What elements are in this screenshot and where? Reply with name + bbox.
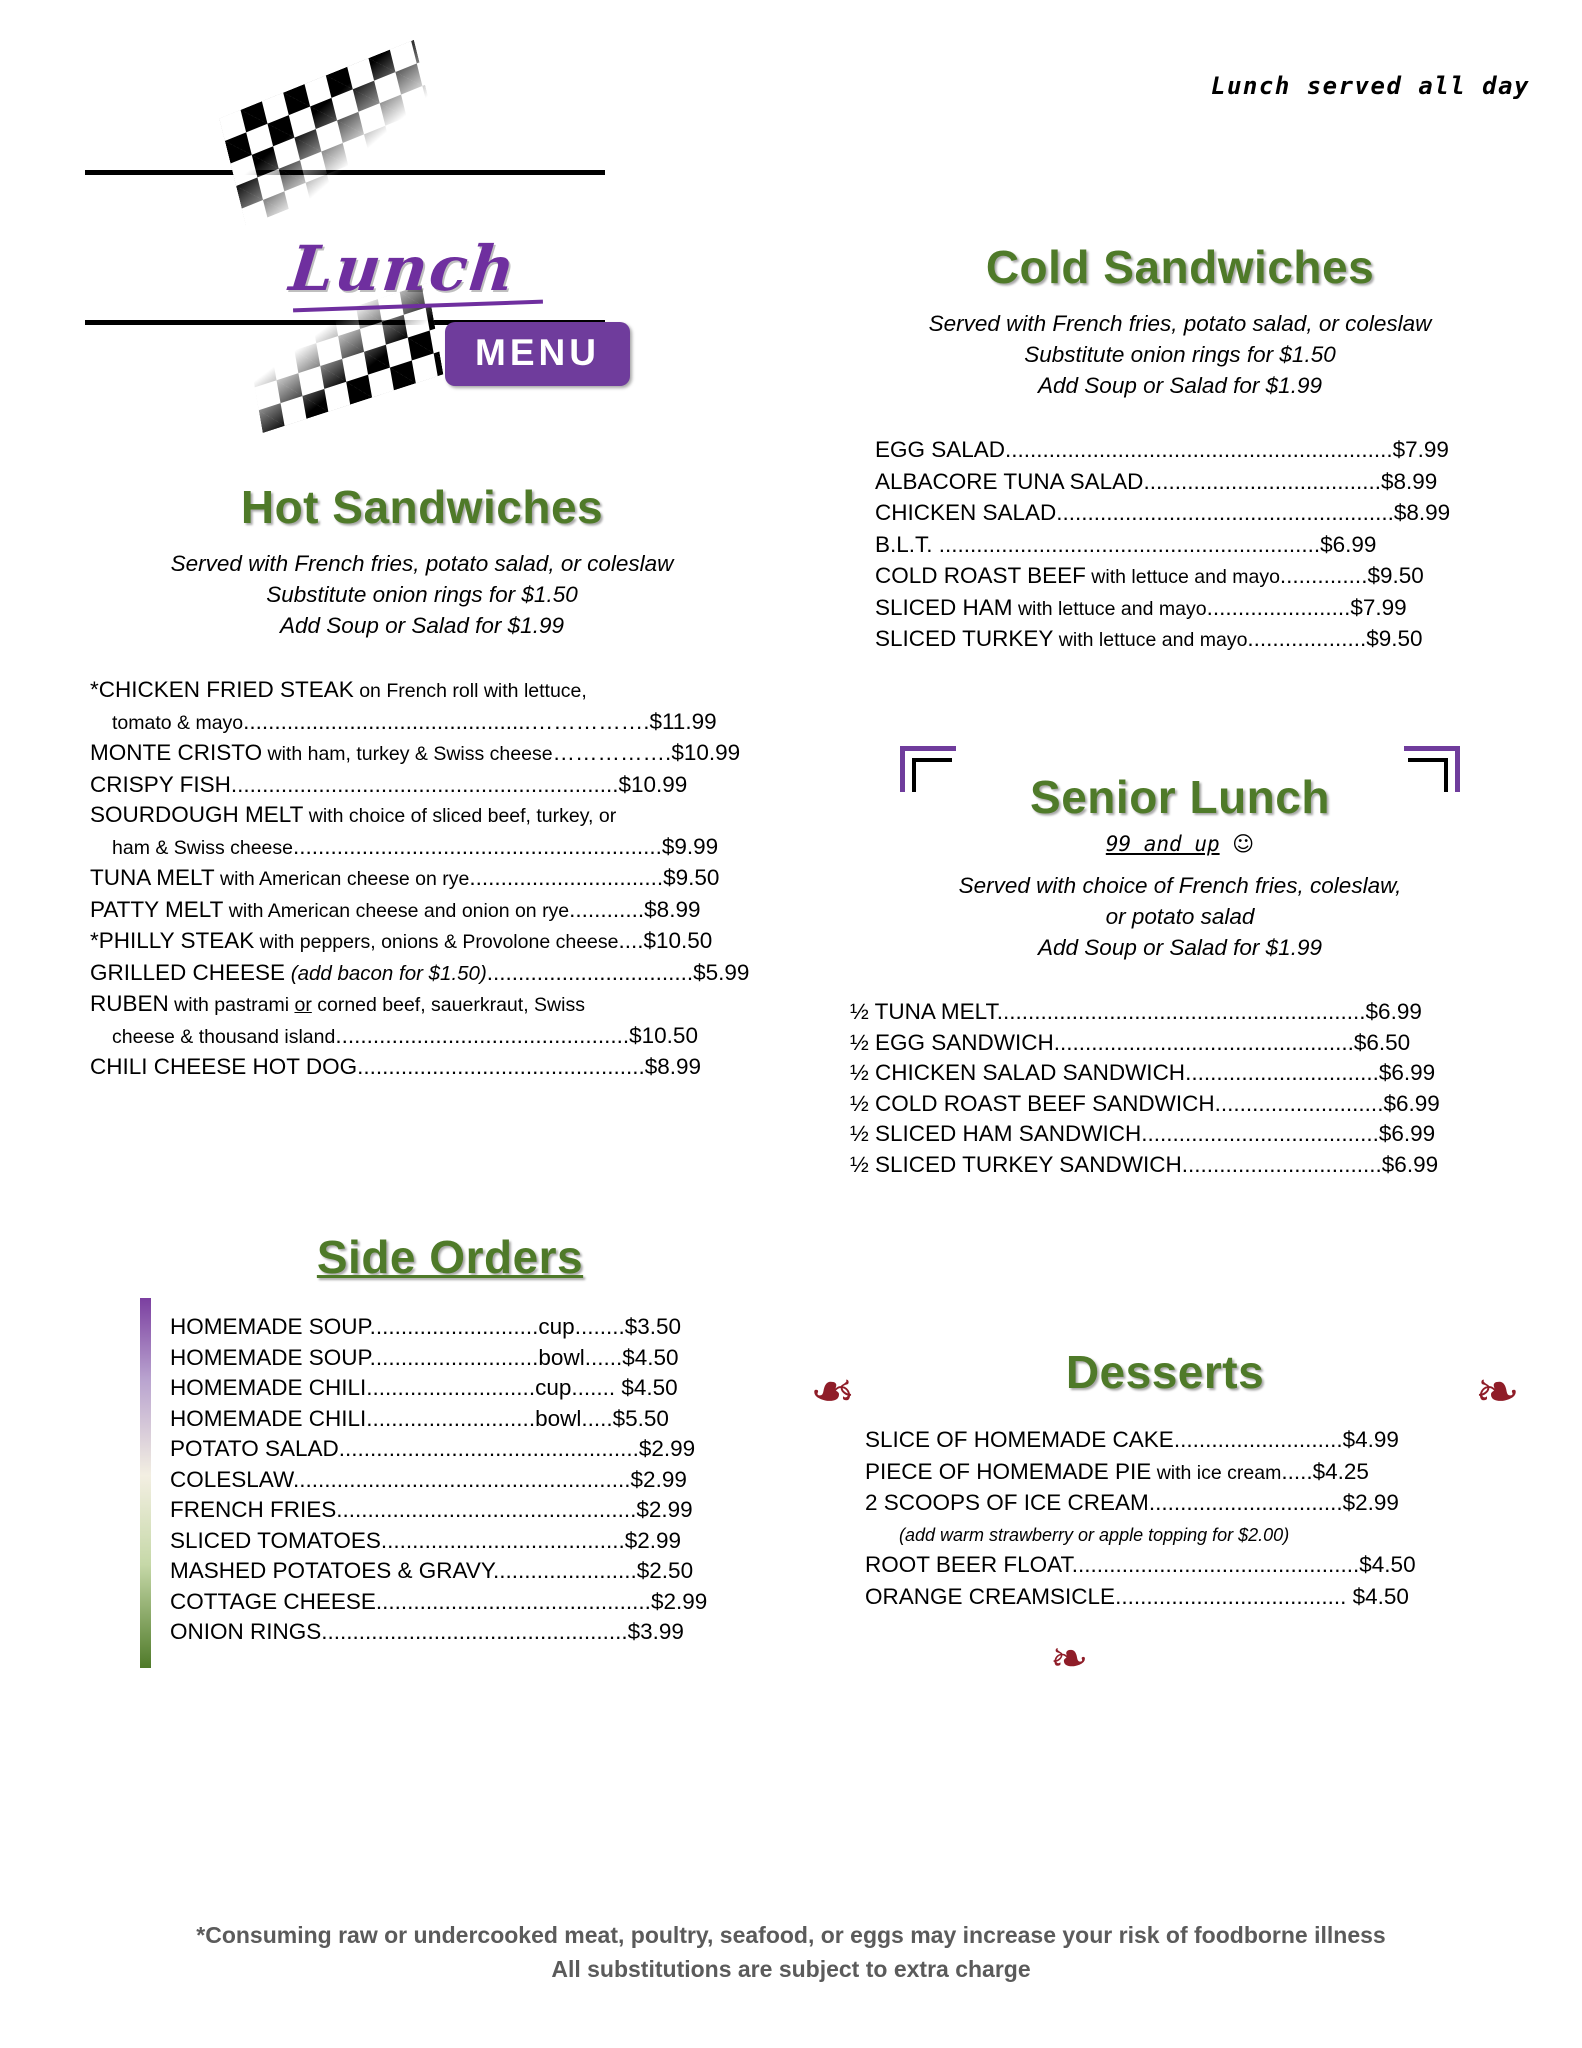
list-item	[90, 895, 772, 927]
corner-bracket-right-icon	[1404, 746, 1460, 792]
item-price: $6.99	[1320, 531, 1377, 557]
list-item	[850, 1089, 1530, 1120]
item-dots: ..............	[1279, 563, 1368, 588]
item-price: $2.99	[630, 1466, 687, 1492]
item-price: $4.99	[1342, 1427, 1399, 1452]
hot-subtitle-line-2: Substitute onion rings for $1.50	[266, 582, 578, 607]
item-name: ALBACORE TUNA SALAD	[875, 468, 1144, 494]
item-name: ½ SLICED TURKEY SANDWICH	[850, 1151, 1182, 1177]
list-item	[90, 800, 772, 832]
item-dots: .......................	[493, 1558, 637, 1583]
item-desc: with lettuce and mayo	[1012, 597, 1207, 620]
item-dots: ......................................	[1141, 1121, 1379, 1146]
item-price: $4.50	[1352, 1583, 1409, 1609]
item-desc: with American cheese on rye	[214, 868, 470, 890]
item-portion: bowl	[535, 1405, 582, 1431]
item-price: $9.50	[1367, 563, 1424, 588]
item-name: ORANGE CREAMSICLE	[865, 1583, 1116, 1609]
section-senior-lunch	[830, 770, 1530, 1180]
list-item	[90, 863, 772, 895]
flourish-ornament-left-icon: ❧	[810, 1360, 856, 1423]
side-orders-gradient-bar	[140, 1298, 151, 1668]
item-dots: ......................................................	[292, 1466, 631, 1492]
item-price: $10.50	[643, 928, 713, 953]
item-price: $6.99	[1381, 1151, 1439, 1177]
item-wrap: cheese & thousand island	[112, 1025, 336, 1048]
list-item	[170, 1465, 770, 1496]
cold-subtitle-line-2: Substitute onion rings for $1.50	[1024, 342, 1336, 367]
smiley-face-icon: ☺	[1232, 832, 1255, 856]
list-item	[170, 1373, 770, 1404]
item-name: COLESLAW	[170, 1466, 293, 1492]
list-item	[875, 435, 1530, 467]
list-item	[90, 989, 772, 1021]
item-name: *CHICKEN FRIED STEAK	[90, 677, 354, 702]
cold-sandwiches-list	[830, 435, 1530, 656]
lunch-served-all-day-note: Lunch served all day	[1211, 72, 1530, 100]
list-item	[90, 832, 772, 864]
item-price: $5.50	[612, 1405, 669, 1431]
footer-line-2: All substitutions are subject to extra charge	[551, 1956, 1031, 1982]
logo-menu-badge: MENU	[445, 322, 630, 386]
item-portion: bowl	[538, 1344, 585, 1370]
item-price: $7.99	[1392, 437, 1449, 462]
item-price: $6.99	[1383, 1090, 1440, 1116]
checkered-flag-icon-top	[219, 40, 441, 226]
item-desc: with choice of sliced beef, turkey, or	[303, 805, 617, 827]
hot-sandwiches-subtitle	[72, 548, 772, 641]
senior-subtitle-line-3: Add Soup or Salad for $1.99	[1038, 935, 1322, 960]
item-name: TUNA MELT	[90, 865, 215, 890]
list-item	[90, 926, 772, 958]
senior-lunch-list	[830, 997, 1530, 1180]
item-price: $8.99	[644, 1054, 702, 1079]
item-dots: .......................................	[380, 1527, 625, 1553]
item-name: *PHILLY STEAK	[90, 928, 255, 953]
item-name: COTTAGE CHEESE	[170, 1588, 376, 1614]
side-orders-list	[130, 1312, 770, 1648]
section-side-orders	[130, 1230, 770, 1648]
side-orders-title: Side Orders	[316, 1231, 584, 1283]
item-dots: .......................	[1206, 594, 1351, 620]
item-name: EGG SALAD	[875, 437, 1006, 462]
item-price: $2.99	[636, 1497, 693, 1522]
section-cold-sandwiches	[830, 240, 1530, 656]
item-name: RUBEN	[90, 991, 169, 1016]
item-desc: with pastrami	[168, 994, 295, 1016]
item-name: HOMEMADE CHILI	[170, 1375, 367, 1400]
item-desc: with lettuce and mayo	[1085, 566, 1280, 588]
item-dots: ............................................	[375, 1588, 651, 1614]
item-dots: ................................................	[1053, 1029, 1354, 1055]
list-item	[875, 467, 1530, 499]
item-dots: ...............................	[469, 865, 664, 890]
cold-sandwiches-subtitle	[830, 308, 1530, 401]
item-name: SOURDOUGH MELT	[90, 802, 304, 827]
cold-subtitle-line-1: Served with French fries, potato salad, or coleslaw	[928, 311, 1432, 336]
item-price: $9.50	[663, 865, 720, 890]
list-item	[850, 1058, 1530, 1089]
list-item	[170, 1312, 770, 1343]
item-dots: ...........................................................	[293, 833, 662, 859]
item-price: $6.99	[1365, 999, 1422, 1024]
list-item	[850, 997, 1530, 1028]
list-item	[875, 498, 1530, 530]
list-item	[865, 1425, 1530, 1457]
cold-subtitle-line-3: Add Soup or Salad for $1.99	[1038, 373, 1322, 398]
list-item	[90, 770, 772, 801]
item-price: $9.99	[661, 833, 719, 859]
list-item	[90, 1021, 772, 1053]
item-price: $4.50	[615, 1375, 678, 1400]
item-wrap: ham & Swiss cheese	[112, 836, 293, 859]
item-name: PATTY MELT	[90, 896, 224, 922]
item-name: SLICED TURKEY	[875, 626, 1054, 651]
list-item	[170, 1343, 770, 1374]
section-desserts	[800, 1345, 1530, 1685]
item-dots: ...........................................................	[996, 999, 1366, 1024]
item-dots: …………….	[552, 740, 672, 765]
item-desc: with ice cream	[1151, 1461, 1282, 1484]
item-portion: cup	[535, 1375, 572, 1400]
flourish-ornament-right-icon: ❧	[1474, 1360, 1520, 1423]
list-item	[865, 1582, 1530, 1614]
item-name: CHICKEN SALAD	[875, 500, 1057, 525]
senior-age-text: 99 and up	[1105, 832, 1220, 856]
item-price: $4.25	[1312, 1458, 1369, 1484]
item-portion: cup	[538, 1314, 575, 1339]
item-price: $8.99	[1393, 500, 1451, 525]
item-dots: ..............................................................	[230, 771, 619, 797]
item-dots: ................................	[1181, 1151, 1382, 1177]
list-item	[865, 1488, 1530, 1520]
item-name: HOMEMADE SOUP	[170, 1344, 370, 1370]
item-dots: ...........................	[369, 1314, 539, 1339]
item-dots: ...............................	[1185, 1060, 1379, 1085]
item-dots: ...............................................	[335, 1022, 630, 1048]
list-item	[865, 1457, 1530, 1489]
list-item	[90, 958, 772, 990]
item-name: B.L.T.	[875, 531, 939, 557]
item-price: $2.99	[624, 1527, 682, 1553]
item-name: HOMEMADE SOUP	[170, 1314, 370, 1339]
list-item	[90, 707, 772, 739]
item-dots: ....	[618, 928, 644, 953]
corner-bracket-left-icon	[900, 746, 956, 792]
item-dots: ......................................................	[1056, 500, 1394, 525]
item-name: HOMEMADE CHILI	[170, 1405, 367, 1431]
item-wrap: tomato & mayo	[112, 711, 244, 734]
list-item	[875, 624, 1530, 656]
list-item	[875, 561, 1530, 593]
item-name: COLD ROAST BEEF	[875, 563, 1086, 588]
item-name: CRISPY FISH	[90, 771, 231, 797]
item-price: $6.99	[1378, 1060, 1436, 1085]
desserts-topping-note: (add warm strawberry or apple topping for $2.00)	[899, 1524, 1290, 1545]
item-desc: with American cheese and onion on rye	[223, 899, 570, 922]
item-price: $8.99	[1380, 468, 1438, 494]
item-name: MONTE CRISTO	[90, 740, 263, 765]
item-dots: ................................................	[338, 1436, 639, 1461]
item-dots: ..............................................…………….	[243, 708, 650, 734]
item-price: $7.99	[1350, 594, 1407, 620]
item-dots: .................................................	[321, 1619, 628, 1644]
senior-lunch-subtitle	[830, 870, 1530, 963]
item-dots: ...........................	[369, 1344, 539, 1370]
item-dots: ...........................	[1214, 1090, 1384, 1116]
item-price: $8.99	[644, 896, 701, 922]
item-price: $9.50	[1366, 626, 1423, 651]
item-dots-2: .....	[581, 1405, 613, 1431]
item-desc-2: corned beef, sauerkraut, Swiss	[311, 994, 585, 1016]
senior-subtitle-line-1: Served with choice of French fries, coleslaw,	[958, 873, 1402, 898]
item-desc-underlined: or	[294, 994, 312, 1016]
item-dots-2: ......	[584, 1344, 623, 1370]
item-name: CHILI CHEESE HOT DOG	[90, 1054, 358, 1079]
item-price: $2.50	[636, 1558, 694, 1583]
footer-disclaimer	[0, 1918, 1582, 1986]
list-item	[170, 1495, 770, 1526]
list-item	[170, 1617, 770, 1648]
item-dots: ...........................	[1173, 1427, 1343, 1452]
item-name: ½ COLD ROAST BEEF SANDWICH	[850, 1090, 1215, 1116]
item-dots-2: ........	[574, 1314, 625, 1339]
item-name: PIECE OF HOMEMADE PIE	[865, 1458, 1152, 1484]
footer-line-1: *Consuming raw or undercooked meat, poultry, seafood, or eggs may increase your risk of foodborne illness	[196, 1922, 1386, 1948]
item-price: $2.99	[638, 1436, 696, 1461]
list-item	[875, 593, 1530, 625]
list-item	[865, 1550, 1530, 1582]
lunch-menu-logo	[85, 60, 625, 373]
item-desc: on French roll with lettuce,	[353, 680, 587, 702]
item-dots: ...............................	[1148, 1490, 1343, 1515]
item-price: $10.50	[629, 1022, 698, 1048]
list-item	[850, 1028, 1530, 1059]
senior-age-note	[830, 832, 1530, 856]
flourish-ornament-bottom-icon: ❧	[1050, 1631, 1089, 1685]
item-dots: ..............................................	[357, 1054, 645, 1079]
hot-sandwiches-list	[72, 675, 772, 1083]
item-dots: ...........................	[366, 1405, 536, 1431]
list-item	[170, 1434, 770, 1465]
hot-sandwiches-title: Hot Sandwiches	[240, 481, 604, 533]
item-name: FRENCH FRIES	[170, 1497, 337, 1522]
list-item	[90, 738, 772, 770]
item-price: $11.99	[649, 708, 717, 734]
item-dots: ................................................	[336, 1497, 637, 1522]
item-dots: .............................................................	[938, 531, 1321, 557]
item-name: POTATO SALAD	[170, 1436, 339, 1461]
item-name: ONION RINGS	[170, 1619, 322, 1644]
item-price: $2.99	[1342, 1490, 1399, 1515]
item-price: $10.99	[671, 740, 741, 765]
item-price: $10.99	[618, 771, 688, 797]
item-desc: with ham, turkey & Swiss cheese	[262, 743, 553, 765]
item-price: $4.50	[622, 1344, 679, 1370]
item-dots: ............	[569, 896, 645, 922]
item-dots: .....	[1281, 1458, 1313, 1484]
desserts-title: Desserts	[1065, 1346, 1265, 1398]
item-price: $5.99	[693, 959, 750, 985]
item-dots: .....................................	[1115, 1583, 1353, 1609]
item-name: ½ SLICED HAM SANDWICH	[850, 1121, 1142, 1146]
item-dots: .................................	[486, 959, 694, 985]
item-price: $6.99	[1378, 1121, 1436, 1146]
list-item	[170, 1556, 770, 1587]
item-desc: with lettuce and mayo	[1053, 629, 1248, 651]
item-desc: with peppers, onions & Provolone cheese	[254, 931, 619, 953]
item-price: $3.99	[627, 1619, 684, 1644]
hot-subtitle-line-3: Add Soup or Salad for $1.99	[280, 613, 564, 638]
item-dots-2: .......	[571, 1375, 616, 1400]
item-name: SLICED TOMATOES	[170, 1527, 381, 1553]
item-price: $3.50	[624, 1314, 682, 1339]
senior-lunch-header	[830, 770, 1530, 824]
item-dots: ......................................	[1143, 468, 1381, 494]
cold-sandwiches-title: Cold Sandwiches	[985, 241, 1375, 293]
item-name: GRILLED CHEESE	[90, 959, 286, 985]
item-name: MASHED POTATOES & GRAVY	[170, 1558, 493, 1583]
hot-subtitle-line-1: Served with French fries, potato salad, or coleslaw	[170, 551, 674, 576]
item-name: 2 SCOOPS OF ICE CREAM	[865, 1490, 1149, 1515]
senior-lunch-title: Senior Lunch	[1030, 771, 1330, 823]
item-name: ½ EGG SANDWICH	[850, 1029, 1054, 1055]
item-price: $6.50	[1353, 1029, 1411, 1055]
section-hot-sandwiches	[72, 480, 772, 1083]
item-dots: ...........................	[366, 1375, 536, 1400]
item-name: ½ TUNA MELT	[850, 999, 997, 1024]
item-name: ROOT BEER FLOAT	[865, 1552, 1072, 1577]
list-item	[90, 675, 772, 707]
item-name: SLICED HAM	[875, 594, 1013, 620]
item-price: $2.99	[650, 1588, 708, 1614]
item-note: (add bacon for $1.50)	[285, 961, 487, 985]
list-item	[850, 1119, 1530, 1150]
item-dots: ...................	[1247, 626, 1367, 651]
list-item	[90, 1052, 772, 1083]
item-name: SLICE OF HOMEMADE CAKE	[865, 1427, 1174, 1452]
item-name: ½ CHICKEN SALAD SANDWICH	[850, 1060, 1186, 1085]
item-dots: ..............................................................	[1005, 437, 1393, 462]
list-item	[170, 1587, 770, 1618]
item-price: $4.50	[1359, 1552, 1416, 1577]
desserts-list	[800, 1425, 1530, 1613]
list-item	[170, 1404, 770, 1435]
logo-word-lunch: Lunch	[286, 232, 521, 305]
list-item	[875, 530, 1530, 562]
list-item	[170, 1526, 770, 1557]
senior-subtitle-line-2: or potato salad	[1105, 904, 1255, 929]
item-dots: ..............................................	[1071, 1552, 1360, 1577]
list-item	[850, 1150, 1530, 1181]
